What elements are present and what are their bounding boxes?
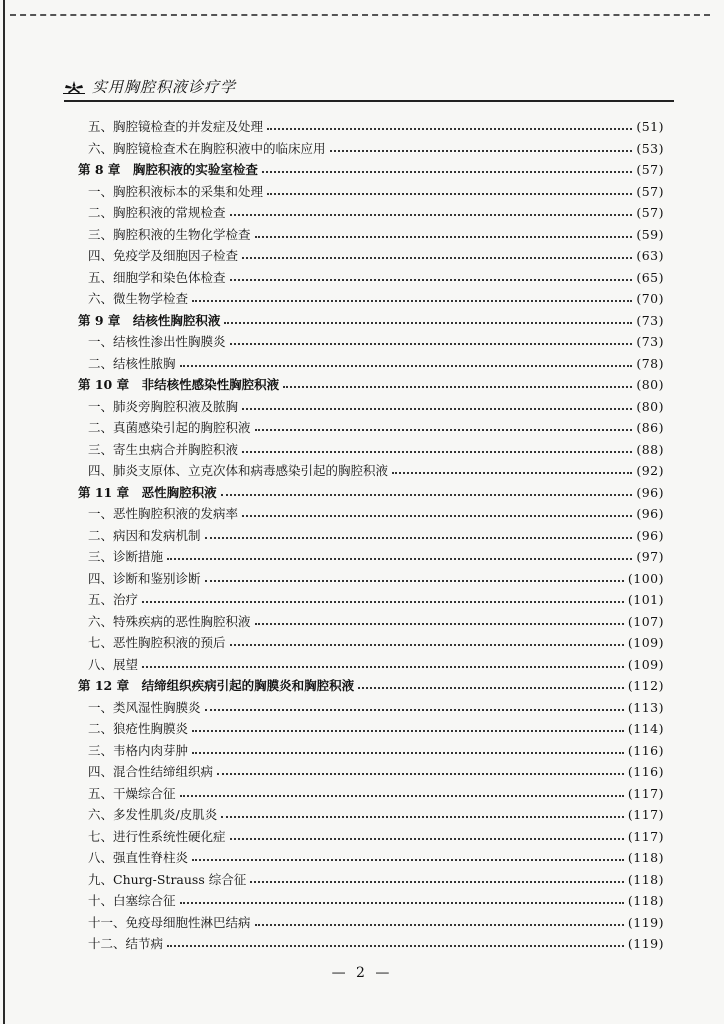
toc-entry-title: 二、狼疮性胸膜炎	[88, 721, 189, 736]
dot-leader	[242, 514, 632, 517]
dot-leader	[205, 708, 624, 711]
toc-page-number: (107)	[627, 613, 664, 629]
toc-page-number: (80)	[636, 398, 664, 414]
dot-leader	[192, 299, 632, 302]
toc-entry-title: 四、免疫学及细胞因子检查	[88, 248, 239, 263]
running-header	[62, 76, 236, 97]
dot-leader	[267, 192, 632, 195]
toc-page-number: (113)	[627, 699, 664, 715]
toc-section-row	[0, 611, 724, 632]
toc-entry-title: 二、结核性脓胸	[88, 355, 176, 371]
toc-section-row	[0, 331, 724, 352]
toc-section-row	[0, 353, 724, 374]
toc-section-row	[0, 783, 724, 804]
dot-leader	[242, 256, 632, 259]
dot-leader	[142, 600, 624, 603]
toc-entry-title: 第 8 章 胸腔积液的实验室检查	[78, 162, 258, 177]
toc-section-row	[0, 740, 724, 761]
toc-section-row	[0, 138, 724, 159]
toc-page-number: (78)	[636, 355, 664, 371]
toc-page-number: (65)	[636, 269, 664, 285]
toc-page-number: (119)	[627, 914, 664, 930]
toc-entry-title: 六、特殊疾病的恶性胸腔积液	[88, 613, 251, 629]
toc-section-row	[0, 439, 724, 460]
dot-leader	[255, 235, 633, 238]
dot-leader	[267, 127, 632, 130]
dot-leader	[205, 579, 624, 582]
toc-page-number: (109)	[627, 635, 664, 650]
dot-leader	[180, 364, 633, 367]
dot-leader	[230, 342, 633, 345]
dot-leader	[330, 149, 633, 152]
dot-leader	[283, 385, 632, 388]
toc-page-number: (63)	[636, 248, 664, 263]
toc-section-row	[0, 826, 724, 847]
toc-section-row	[0, 116, 724, 137]
toc-entry-title: 第 12 章 结缔组织疾病引起的胸膜炎和胸腔积液	[78, 678, 355, 693]
toc-page-number: (57)	[636, 183, 664, 199]
toc-section-row	[0, 632, 724, 653]
dot-leader	[230, 643, 624, 646]
toc-entry-title: 一、类风湿性胸膜炎	[88, 699, 201, 715]
toc-page-number: (109)	[627, 656, 664, 672]
toc-section-row	[0, 288, 724, 309]
toc-page-number: (73)	[636, 312, 664, 328]
toc-section-row	[0, 933, 724, 954]
toc-section-row	[0, 202, 724, 223]
toc-entry-title: 三、寄生虫病合并胸腔积液	[88, 441, 239, 457]
toc-entry-title: 二、真菌感染引起的胸腔积液	[88, 420, 251, 435]
dot-leader	[180, 794, 624, 797]
toc-entry-title: 六、微生物学检查	[88, 291, 189, 306]
dot-leader	[255, 923, 624, 926]
toc-entry-title: 六、胸腔镜检查术在胸腔积液中的临床应用	[88, 140, 326, 156]
toc-chapter-row	[0, 310, 724, 331]
toc-page-number: (96)	[636, 506, 664, 521]
toc-page-number: (70)	[636, 291, 664, 306]
toc-entry-title: 十、白塞综合征	[88, 893, 176, 908]
toc-section-row	[0, 525, 724, 546]
toc-entry-title: 三、韦格内肉芽肿	[88, 742, 189, 758]
toc-section-row	[0, 460, 724, 481]
toc-page-number: (88)	[636, 441, 664, 457]
dot-leader	[230, 837, 624, 840]
dot-leader	[192, 729, 624, 732]
toc-section-row	[0, 847, 724, 868]
toc-page-number: (116)	[627, 742, 664, 758]
toc-page-number: (101)	[627, 592, 664, 607]
dot-leader	[180, 901, 624, 904]
toc-entry-title: 四、肺炎支原体、立克次体和病毒感染引起的胸腔积液	[88, 463, 389, 478]
dot-leader	[255, 428, 633, 431]
toc-entry-title: 一、胸腔积液标本的采集和处理	[88, 183, 264, 199]
dot-leader	[221, 493, 633, 496]
dot-leader	[192, 751, 624, 754]
toc-entry-title: 五、干燥综合征	[88, 785, 176, 801]
toc-page-number: (59)	[636, 226, 664, 242]
toc-page-number: (86)	[636, 420, 664, 435]
toc-page-number: (92)	[636, 463, 664, 478]
dot-leader	[262, 170, 632, 173]
dot-leader	[142, 665, 624, 668]
top-rule	[10, 14, 710, 17]
toc-chapter-row	[0, 482, 724, 503]
toc-entry-title: 三、胸腔积液的生物化学检查	[88, 226, 251, 242]
toc-section-row	[0, 568, 724, 589]
toc-entry-title: 九、Churg-Strauss 综合征	[88, 871, 247, 887]
toc-section-row	[0, 224, 724, 245]
toc-page-number: (51)	[636, 119, 664, 134]
toc-entry-title: 三、诊断措施	[88, 549, 164, 564]
toc-page-number: (117)	[627, 828, 664, 844]
toc-page-number: (118)	[627, 893, 664, 908]
toc-section-row	[0, 697, 724, 718]
dot-leader	[205, 536, 633, 539]
dot-leader	[255, 622, 624, 625]
toc-page-number: (97)	[636, 549, 664, 564]
flower-emblem-icon	[62, 79, 86, 95]
toc-page-number: (53)	[636, 140, 664, 156]
toc-section-row	[0, 503, 724, 524]
toc-entry-title: 五、治疗	[88, 592, 139, 607]
page-number: — 2 —	[331, 965, 393, 981]
toc-section-row	[0, 396, 724, 417]
dot-leader	[221, 815, 624, 818]
toc-section-row	[0, 912, 724, 933]
toc-page-number: (114)	[627, 721, 664, 736]
toc-section-row	[0, 245, 724, 266]
dot-leader	[392, 471, 632, 474]
toc-page-number: (96)	[636, 527, 664, 543]
toc-page-number: (118)	[627, 850, 664, 865]
dot-leader	[230, 213, 633, 216]
toc-chapter-row	[0, 374, 724, 395]
dot-leader	[242, 450, 632, 453]
toc-entry-title: 八、展望	[88, 656, 139, 672]
toc-entry-title: 五、胸腔镜检查的并发症及处理	[88, 119, 264, 134]
toc-section-row	[0, 181, 724, 202]
toc-entry-title: 第 11 章 恶性胸腔积液	[78, 484, 217, 500]
toc-page-number: (57)	[636, 205, 664, 220]
toc-entry-title: 七、恶性胸腔积液的预后	[88, 635, 226, 650]
toc-section-row	[0, 804, 724, 825]
toc-entry-title: 二、病因和发病机制	[88, 527, 201, 543]
toc-section-row	[0, 417, 724, 438]
toc-section-row	[0, 718, 724, 739]
toc-section-row	[0, 589, 724, 610]
toc-page-number: (112)	[627, 678, 664, 693]
toc-entry-title: 一、结核性渗出性胸膜炎	[88, 334, 226, 349]
toc-page-number: (73)	[636, 334, 664, 349]
dot-leader	[358, 686, 624, 689]
toc-page-number: (96)	[636, 484, 664, 500]
dot-leader	[167, 557, 632, 560]
toc-entry-title: 四、混合性结缔组织病	[88, 764, 214, 779]
toc-entry-title: 八、强直性脊柱炎	[88, 850, 189, 865]
toc-page-number: (119)	[627, 936, 664, 951]
toc-entry-title: 第 9 章 结核性胸腔积液	[78, 312, 221, 328]
toc-page-number: (57)	[636, 162, 664, 177]
dot-leader	[224, 321, 632, 324]
toc-entry-title: 十一、免疫母细胞性淋巴结病	[88, 914, 251, 930]
dot-leader	[167, 944, 624, 947]
toc-entry-title: 四、诊断和鉴别诊断	[88, 570, 201, 586]
toc-page-number: (118)	[627, 871, 664, 887]
dot-leader	[192, 858, 624, 861]
toc-entry-title: 二、胸腔积液的常规检查	[88, 205, 226, 220]
toc-section-row	[0, 761, 724, 782]
toc-section-row	[0, 654, 724, 675]
toc-entry-title: 十二、结节病	[88, 936, 164, 951]
toc-section-row	[0, 267, 724, 288]
header-rule	[64, 100, 674, 102]
toc-entry-title: 第 10 章 非结核性感染性胸腔积液	[78, 377, 280, 392]
dot-leader	[250, 880, 624, 883]
toc-page-number: (100)	[627, 570, 664, 586]
toc-section-row	[0, 869, 724, 890]
toc-entry-title: 五、细胞学和染色体检查	[88, 269, 226, 285]
toc-entry-title: 七、进行性系统性硬化症	[88, 828, 226, 844]
toc-entry-title: 一、恶性胸腔积液的发病率	[88, 506, 239, 521]
toc-page-number: (117)	[627, 785, 664, 801]
book-title: 实用胸腔积液诊疗学	[92, 78, 237, 96]
toc-entry-title: 六、多发性肌炎/皮肌炎	[88, 807, 218, 822]
dot-leader	[217, 772, 624, 775]
toc-chapter-row	[0, 675, 724, 696]
toc-page-number: (116)	[627, 764, 664, 779]
toc-page-number: (80)	[636, 377, 664, 392]
dot-leader	[242, 407, 632, 410]
toc-entry-title: 一、肺炎旁胸腔积液及脓胸	[88, 398, 239, 414]
toc-page-number: (117)	[627, 807, 664, 822]
toc-section-row	[0, 546, 724, 567]
toc-section-row	[0, 890, 724, 911]
dot-leader	[230, 278, 633, 281]
toc-chapter-row	[0, 159, 724, 180]
